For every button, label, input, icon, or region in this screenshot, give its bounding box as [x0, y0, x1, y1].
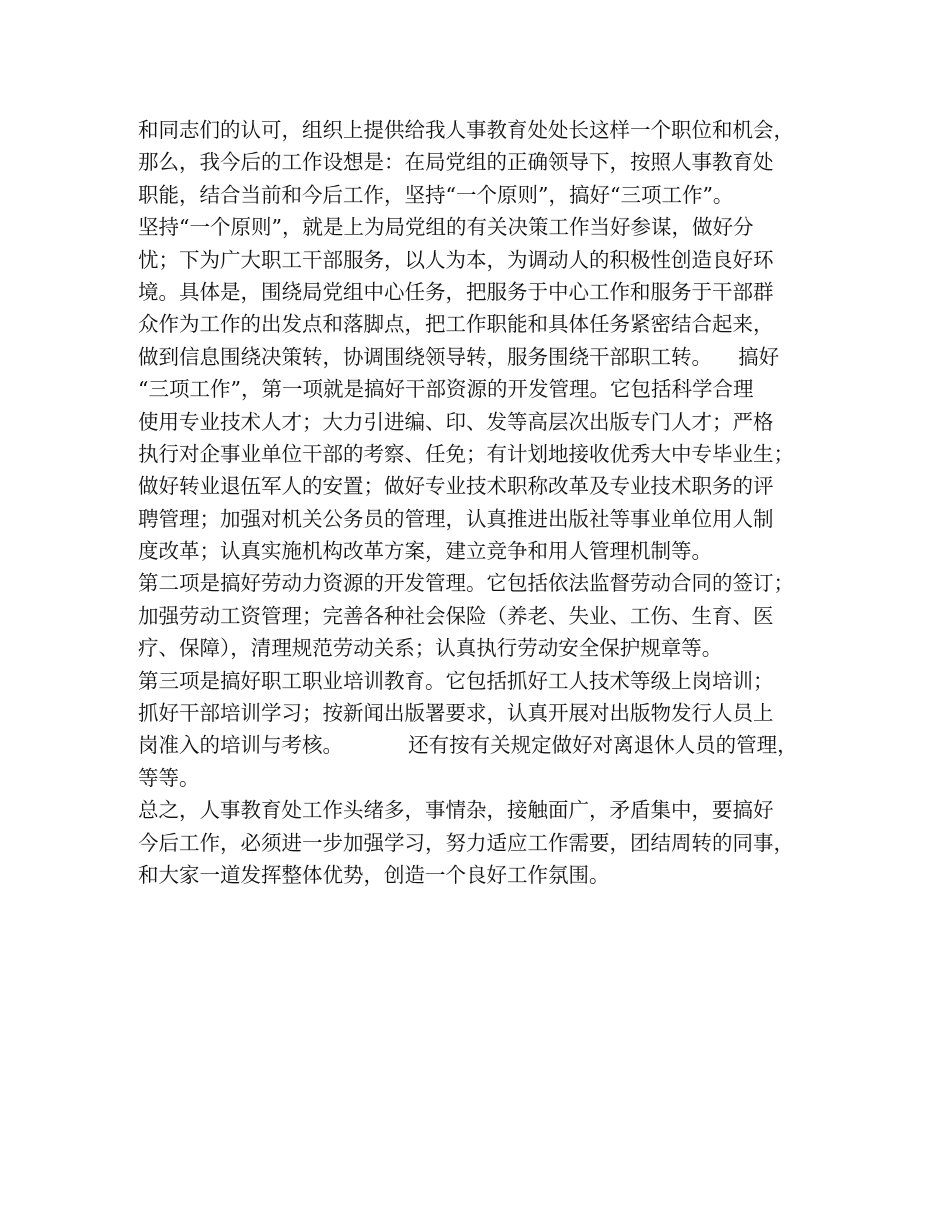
text-line: 抓好干部培训学习；按新闻出版署要求，认真开展对出版物发行人员上 — [138, 701, 774, 726]
text-line: 和大家一道发挥整体优势，创造一个良好工作氛围。 — [138, 862, 610, 887]
text-line: 等等。 — [138, 765, 200, 790]
text-line: 众作为工作的出发点和落脚点，把工作职能和具体任务紧密结合起来， — [138, 312, 774, 337]
text-line: 加强劳动工资管理；完善各种社会保险（养老、失业、工伤、生育、医 — [138, 603, 774, 628]
text-line: 职能，结合当前和今后工作，坚持“一个原则”，搞好“三项工作”。 — [138, 182, 734, 207]
text-line: 做好转业退伍军人的安置；做好专业技术职称改革及专业技术职务的评 — [138, 474, 774, 499]
text-line: 岗准入的培训与考核。 还有按有关规定做好对离退休人员的管理， — [138, 733, 798, 758]
text-line: 做到信息围绕决策转，协调围绕领导转，服务围绕干部职工转。 搞好 — [138, 344, 780, 369]
text-line: 忧；下为广大职工干部服务，以人为本，为调动人的积极性创造良好环 — [138, 247, 774, 272]
text-line: 总之，人事教育处工作头绪多，事情杂，接触面广，矛盾集中，要搞好 — [138, 798, 774, 823]
text-line: 聘管理；加强对机关公务员的管理，认真推进出版社等事业单位用人制 — [138, 506, 774, 531]
text-line: 坚持“一个原则”，就是上为局党组的有关决策工作当好参谋，做好分 — [138, 215, 754, 240]
body-text — [138, 114, 828, 891]
text-line: 度改革；认真实施机构改革方案，建立竞争和用人管理机制等。 — [138, 539, 712, 564]
text-line: 和同志们的认可，组织上提供给我人事教育处处长这样一个职位和机会， — [138, 118, 794, 142]
text-line: 第二项是搞好劳动力资源的开发管理。它包括依法监督劳动合同的签订； — [138, 571, 794, 596]
text-line: 使用专业技术人才；大力引进编、印、发等高层次出版专门人才；严格 — [138, 409, 774, 434]
text-line: 疗、保障），清理规范劳动关系；认真执行劳动安全保护规章等。 — [138, 636, 723, 661]
text-line: 第三项是搞好职工职业培训教育。它包括抓好工人技术等级上岗培训； — [138, 668, 774, 693]
text-line: 今后工作，必须进一步加强学习，努力适应工作需要，团结周转的同事， — [138, 830, 794, 855]
text-line: “三项工作”，第一项就是搞好干部资源的开发管理。它包括科学合理 — [138, 377, 754, 402]
text-line: 执行对企事业单位干部的考察、任免；有计划地接收优秀大中专毕业生； — [138, 441, 794, 466]
text-line: 境。具体是，围绕局党组中心任务，把服务于中心工作和服务于干部群 — [138, 279, 774, 304]
text-line: 那么，我今后的工作设想是：在局党组的正确领导下，按照人事教育处 — [138, 150, 774, 175]
